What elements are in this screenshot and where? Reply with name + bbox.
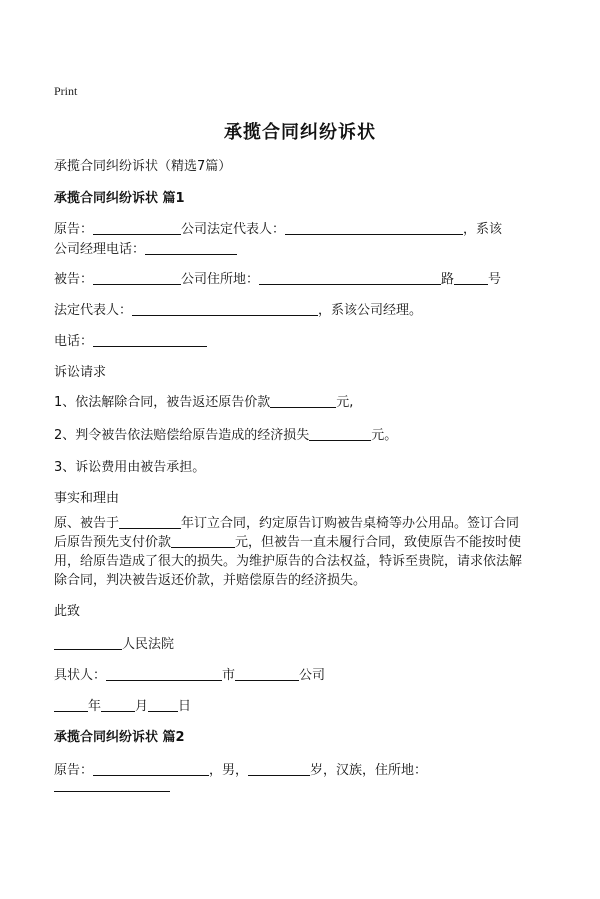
defendant-label: 被告： [54, 272, 94, 287]
blank-field [454, 270, 488, 285]
document-title: 承揽合同纠纷诉状 [224, 122, 376, 143]
blank-field [93, 332, 207, 347]
plaintiff-line [54, 218, 502, 237]
blank-field [145, 240, 237, 255]
blank-field [235, 666, 299, 681]
plaintiff-rep-suffix: ，系该 [463, 222, 503, 237]
blank-field [93, 270, 181, 285]
blank-field [101, 697, 135, 712]
plaintiff-label: 原告： [54, 222, 94, 237]
s2-plaintiff-line [54, 759, 427, 778]
defendant-address-label: 公司住所地： [181, 272, 260, 287]
facts-paragraph [54, 514, 546, 590]
plaintiff-rep-label: 公司法定代表人： [181, 222, 286, 237]
blank-field [309, 426, 371, 441]
blank-field [285, 220, 463, 235]
blank-field [54, 635, 122, 650]
blank-field [248, 761, 310, 776]
claim1-prefix: 1、依法解除合同，被告返还原告价款 [54, 395, 271, 410]
claims-heading: 诉讼请求 [54, 365, 107, 380]
salutation: 此致 [54, 604, 81, 619]
blank-field [171, 533, 235, 548]
phone-label: 电话： [54, 334, 94, 349]
court-label: 人民法院 [122, 637, 175, 652]
blank-field [106, 666, 222, 681]
date-line [54, 695, 191, 714]
facts-line-1 [54, 514, 546, 533]
s2-plaintiff-label: 原告： [54, 763, 94, 778]
day-label: 日 [178, 699, 192, 714]
blank-field [270, 393, 336, 408]
facts-text: 元，但被告一直未履行合同，致使原告不能按时使 [235, 535, 522, 550]
s2-male: ，男， [209, 763, 249, 778]
month-label: 月 [135, 699, 149, 714]
defendant-line [54, 268, 501, 287]
claim-3: 3、诉讼费用由被告承担。 [54, 460, 206, 475]
facts-heading: 事实和理由 [54, 491, 120, 506]
claim1-suffix: 元, [336, 395, 354, 410]
section2-heading: 承揽合同纠纷诉状 篇2 [54, 730, 185, 745]
claim-2 [54, 424, 397, 443]
legal-rep-suffix: ，系该公司经理。 [318, 303, 423, 318]
claim-1 [54, 391, 353, 410]
blank-field [93, 761, 209, 776]
manager-phone-line [54, 238, 237, 257]
signer-line [54, 664, 325, 683]
facts-line-4: 除合同，判决被告返还价款，并赔偿原告的经济损失。 [54, 573, 367, 588]
facts-text: 后原告预先支付价款 [54, 535, 172, 550]
facts-text: 年订立合同，约定原告订购被告桌椅等办公用品。签订合同 [181, 516, 520, 531]
manager-phone-label: 公司经理电话： [54, 242, 146, 257]
blank-field [93, 220, 181, 235]
legal-rep-label: 法定代表人： [54, 303, 133, 318]
legal-rep-line [54, 299, 422, 318]
document-subtitle: 承揽合同纠纷诉状（精选7篇） [54, 159, 232, 174]
section1-heading: 承揽合同纠纷诉状 篇1 [54, 191, 185, 206]
s2-age-suffix: 岁，汉族，住所地： [310, 763, 428, 778]
blank-field [54, 777, 170, 792]
blank-field [259, 270, 441, 285]
signer-label: 具状人： [54, 668, 107, 683]
blank-field [132, 301, 318, 316]
facts-line-3: 用，给原告造成了很大的损失。为维护原告的合法权益，特诉至贵院，请求依法解 [54, 554, 523, 569]
company-label: 公司 [299, 668, 326, 683]
claim2-suffix: 元。 [371, 428, 398, 443]
print-label: Print [54, 84, 78, 98]
city-label: 市 [222, 668, 236, 683]
blank-field [148, 697, 178, 712]
phone-line [54, 330, 207, 349]
court-line [54, 633, 174, 652]
facts-line-2 [54, 533, 546, 552]
road-label: 路 [441, 272, 455, 287]
blank-field [54, 697, 88, 712]
facts-text: 原、被告于 [54, 516, 120, 531]
year-label: 年 [88, 699, 102, 714]
number-label: 号 [488, 272, 502, 287]
s2-address-blank-line [54, 777, 170, 794]
blank-field [119, 514, 181, 529]
claim2-prefix: 2、判令被告依法赔偿给原告造成的经济损失 [54, 428, 310, 443]
